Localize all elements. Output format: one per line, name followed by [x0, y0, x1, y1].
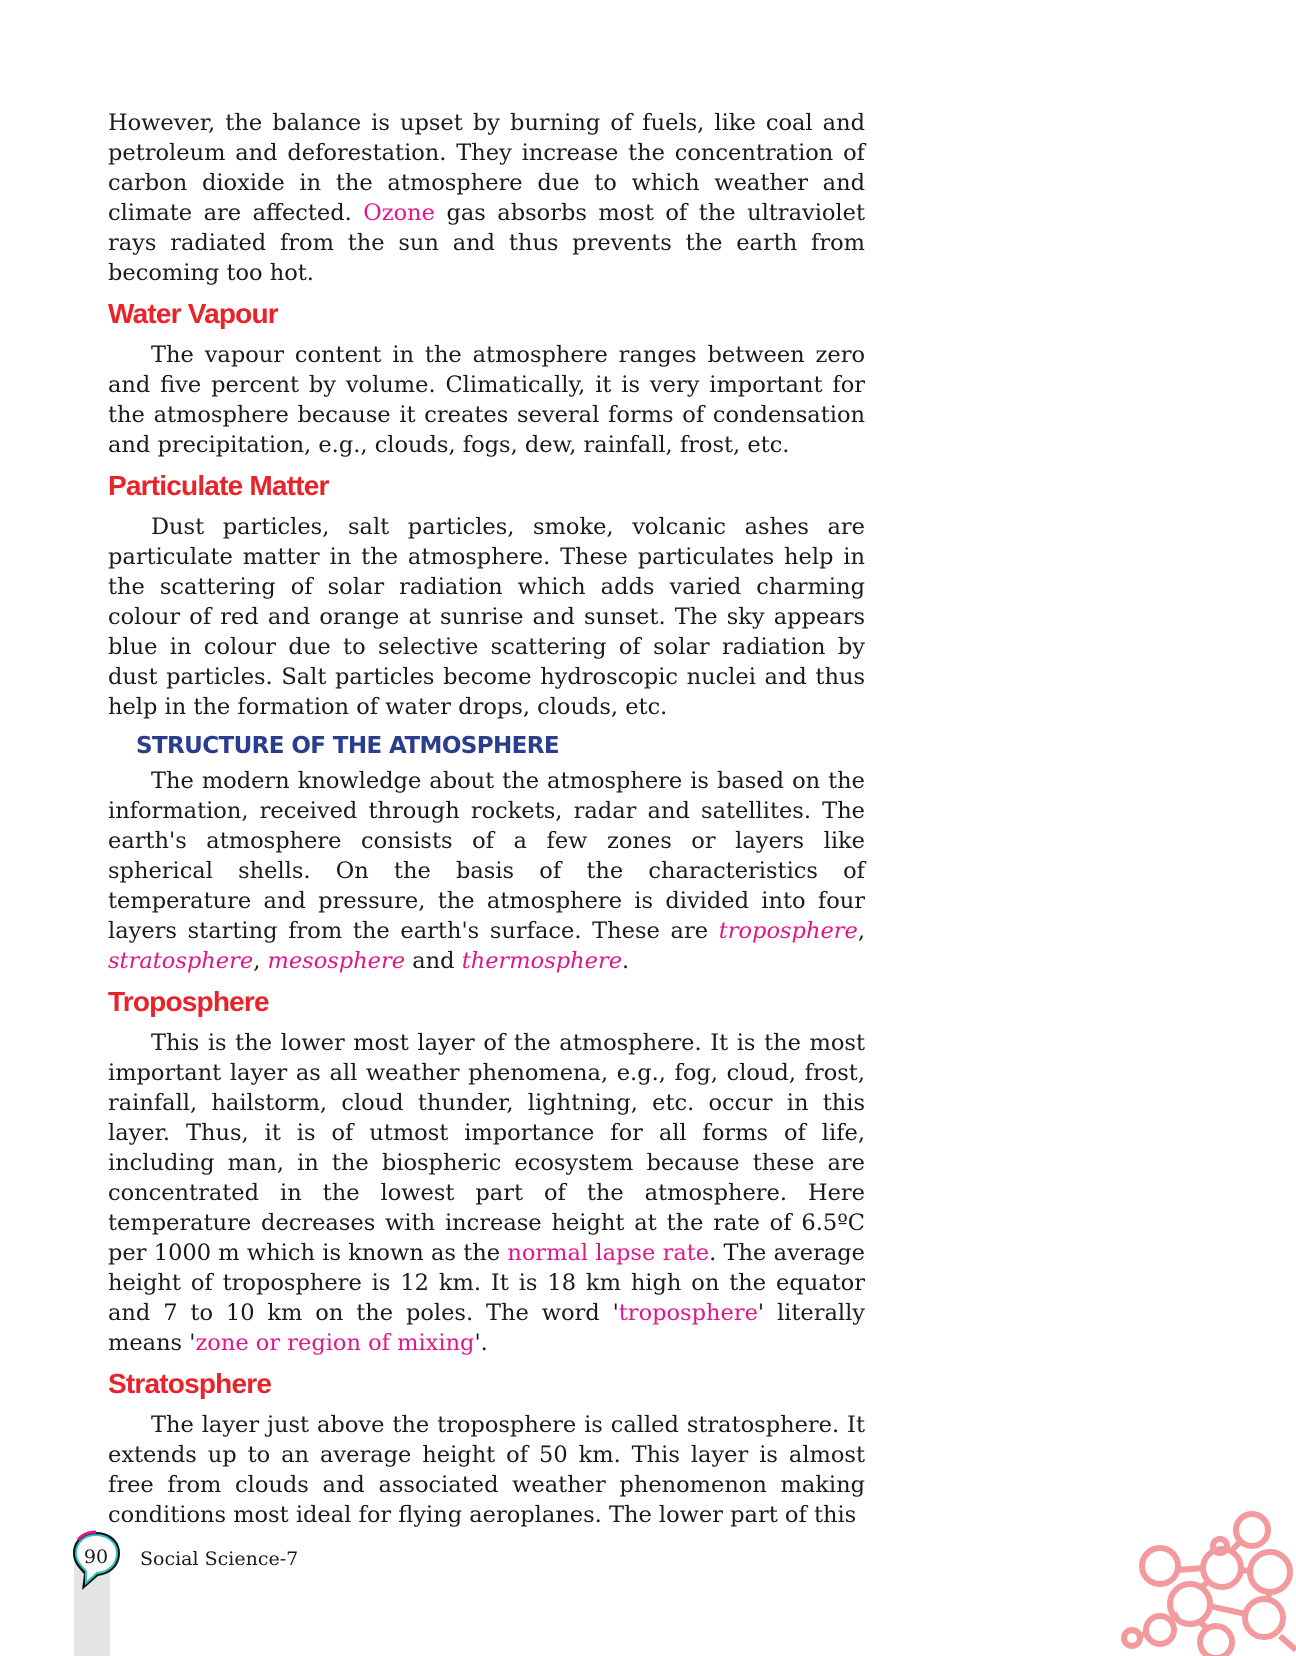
paragraph-troposphere — [108, 1028, 865, 1358]
paragraph-text: '. — [474, 1330, 488, 1356]
term-thermosphere: thermosphere — [461, 948, 623, 974]
heading-particulate-matter: Particulate Matter — [108, 470, 329, 501]
term-stratosphere: stratosphere — [108, 948, 254, 974]
paragraph-ozone — [108, 108, 865, 288]
heading-water-vapour: Water Vapour — [108, 298, 278, 329]
paragraph-text: . The average height of troposphere is 12 km. It is 18 km high on the equator and 7 to 10 km on the poles. The word ' — [108, 1240, 865, 1326]
heading-stratosphere: Stratosphere — [108, 1368, 272, 1399]
paragraph-particulate-matter: Dust particles, salt particles, smoke, volcanic ashes are particulate matter in the atmosphere. These particulates help in the scattering of solar radiation which adds varied charming colour of red and orange at sunrise and sunset. The sky appears blue in colour due to selective scattering of solar radiation by dust particles. Salt particles become hydroscopic nuclei and thus help in the formation of water drops, clouds, etc. — [108, 514, 865, 720]
separator-text: , — [253, 948, 268, 974]
paragraph-stratosphere: The layer just above the troposphere is called stratosphere. It extends up to an average height of 50 km. This layer is almost free from clouds and associated weather phenomenon making conditions most ideal for flying aeroplanes. The lower part of this — [108, 1412, 865, 1528]
separator-text: and — [405, 948, 462, 974]
term-zone-of-mixing: zone or region of mixing — [195, 1330, 475, 1356]
term-troposphere: troposphere — [718, 918, 858, 944]
paragraph-text: ' literally means ' — [108, 1300, 865, 1356]
paragraph-text: gas absorbs most of the ultraviolet rays radiated from the sun and thus prevents the earth from becoming too hot. — [108, 200, 865, 286]
page-content — [108, 108, 865, 1530]
heading-structure-of-atmosphere: STRUCTURE OF THE ATMOSPHERE — [136, 733, 559, 759]
paragraph-water-vapour: The vapour content in the atmosphere ranges between zero and five percent by volume. Climatically, it is very important for the atmosphere because it creates several forms of condensation and precipitation, e.g., clouds, fogs, dew, rainfall, frost, etc. — [108, 342, 865, 458]
separator-text: , — [857, 918, 865, 944]
book-title: Social Science-7 — [140, 1548, 299, 1570]
term-mesosphere: mesosphere — [267, 948, 406, 974]
term-troposphere-word: troposphere — [618, 1300, 758, 1326]
paragraph-text: The modern knowledge about the atmosphere is based on the information, received through rockets, radar and satellites. The earth's atmosphere consists of a few zones or layers like spherical shells. On the basis of the characteristics of temperature and pressure, the atmosphere is divided into four layers starting from the earth's surface. These are — [108, 768, 865, 944]
paragraph-text: However, the balance is upset by burning of fuels, like coal and petroleum and deforestation. They increase the concentration of carbon dioxide in the atmosphere due to which weather and climate are affected. — [108, 110, 865, 226]
paragraph-text: This is the lower most layer of the atmosphere. It is the most important layer as all weather phenomena, e.g., fog, cloud, frost, rainfall, hailstorm, cloud thunder, lightning, etc. occur in this layer. Thus, it is of utmost importance for all forms of life, including man, in the biospheric ecosystem because these are concentrated in the lowest part of the atmosphere. Here temperature decreases with increase height at the rate of 6.5ºC per 1000 m which is known as the — [108, 1030, 865, 1266]
heading-troposphere: Troposphere — [108, 986, 269, 1017]
term-ozone: Ozone — [363, 200, 435, 226]
separator-text: . — [622, 948, 630, 974]
page-number: 90 — [83, 1546, 109, 1568]
molecule-decoration-icon — [1120, 1500, 1296, 1656]
term-normal-lapse-rate: normal lapse rate — [507, 1240, 710, 1266]
paragraph-structure — [108, 766, 865, 976]
